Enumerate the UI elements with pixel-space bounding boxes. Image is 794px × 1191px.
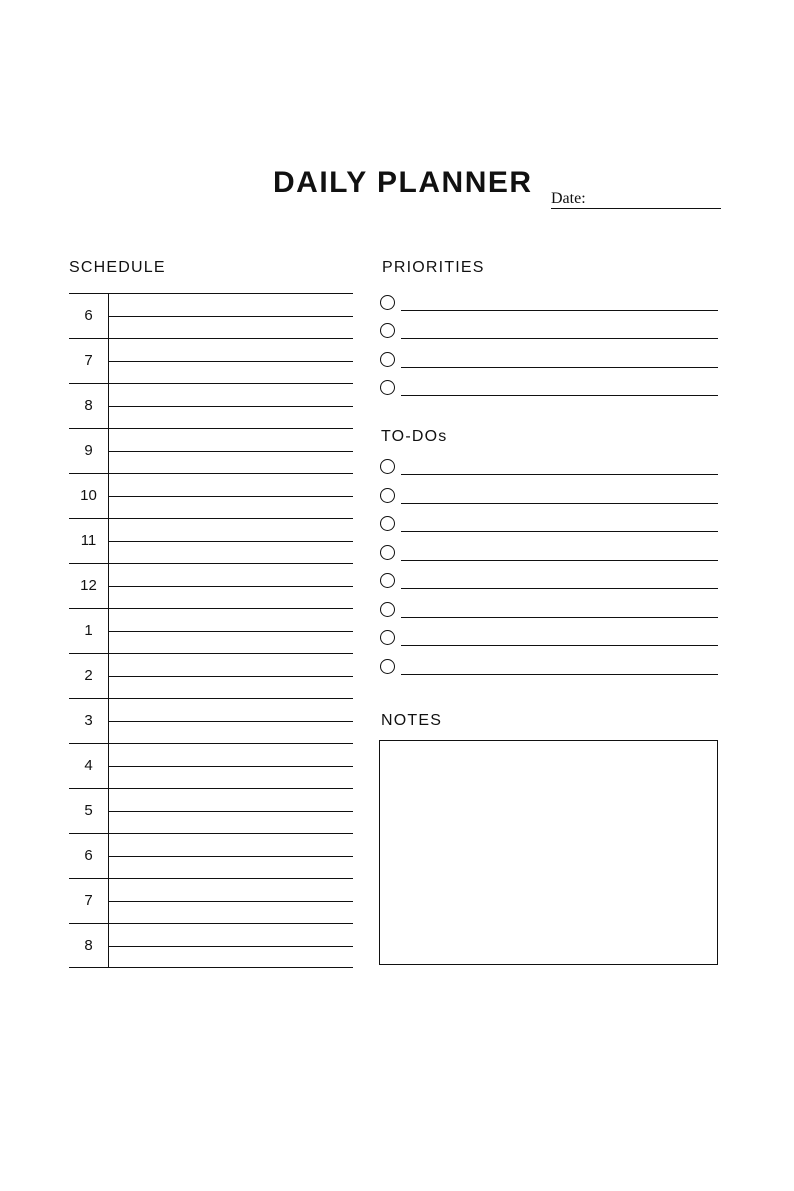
hour-label: 7	[84, 892, 93, 909]
priority-line[interactable]	[401, 395, 718, 396]
todo-item[interactable]	[380, 458, 718, 478]
hour-label: 8	[84, 397, 93, 414]
hour-label: 4	[84, 757, 93, 774]
todo-line[interactable]	[401, 617, 718, 618]
schedule-row[interactable]	[69, 608, 353, 653]
half-hour-line	[109, 856, 353, 857]
circle-icon[interactable]	[380, 459, 395, 474]
circle-icon[interactable]	[380, 380, 395, 395]
circle-icon[interactable]	[380, 630, 395, 645]
todo-item[interactable]	[380, 601, 718, 621]
hour-label: 2	[84, 667, 93, 684]
priority-item[interactable]	[380, 322, 718, 342]
schedule-row[interactable]	[69, 338, 353, 383]
half-hour-line	[109, 451, 353, 452]
half-hour-line	[109, 631, 353, 632]
schedule-row[interactable]	[69, 743, 353, 788]
half-hour-line	[109, 676, 353, 677]
circle-icon[interactable]	[380, 323, 395, 338]
circle-icon[interactable]	[380, 573, 395, 588]
hour-label: 1	[84, 622, 93, 639]
hour-label: 7	[84, 352, 93, 369]
todo-item[interactable]	[380, 572, 718, 592]
hour-label: 12	[80, 577, 97, 594]
priority-item[interactable]	[380, 379, 718, 399]
schedule-row[interactable]	[69, 293, 353, 338]
todos-label: TO-DOs	[381, 428, 448, 445]
notes-label: NOTES	[381, 712, 443, 729]
priority-line[interactable]	[401, 310, 718, 311]
circle-icon[interactable]	[380, 602, 395, 617]
half-hour-line	[109, 586, 353, 587]
hour-label: 11	[80, 532, 97, 549]
todo-item[interactable]	[380, 515, 718, 535]
half-hour-line	[109, 541, 353, 542]
circle-icon[interactable]	[380, 659, 395, 674]
schedule-row[interactable]	[69, 788, 353, 833]
schedule-row[interactable]	[69, 833, 353, 878]
circle-icon[interactable]	[380, 488, 395, 503]
schedule-row[interactable]	[69, 563, 353, 608]
hour-label: 8	[84, 937, 93, 954]
todo-line[interactable]	[401, 503, 718, 504]
half-hour-line	[109, 721, 353, 722]
todo-item[interactable]	[380, 658, 718, 678]
priority-item[interactable]	[380, 294, 718, 314]
schedule-row[interactable]	[69, 518, 353, 563]
schedule-label: SCHEDULE	[69, 259, 166, 276]
circle-icon[interactable]	[380, 352, 395, 367]
schedule-row[interactable]	[69, 653, 353, 698]
schedule-row[interactable]	[69, 383, 353, 428]
half-hour-line	[109, 316, 353, 317]
half-hour-line	[109, 811, 353, 812]
todo-line[interactable]	[401, 560, 718, 561]
notes-box[interactable]	[379, 740, 718, 965]
todo-line[interactable]	[401, 531, 718, 532]
circle-icon[interactable]	[380, 516, 395, 531]
todo-item[interactable]	[380, 487, 718, 507]
date-label: Date:	[551, 190, 586, 207]
todo-line[interactable]	[401, 588, 718, 589]
hour-label: 6	[84, 307, 93, 324]
hour-label: 5	[84, 802, 93, 819]
schedule-row[interactable]	[69, 698, 353, 743]
page-title: DAILY PLANNER	[273, 166, 533, 199]
priorities-label: PRIORITIES	[382, 259, 485, 276]
todo-line[interactable]	[401, 474, 718, 475]
schedule-row[interactable]	[69, 878, 353, 923]
hour-label: 9	[84, 442, 93, 459]
circle-icon[interactable]	[380, 295, 395, 310]
hour-label: 10	[80, 487, 97, 504]
date-field[interactable]	[551, 208, 721, 209]
hour-label: 6	[84, 847, 93, 864]
schedule-row[interactable]	[69, 923, 353, 968]
todo-line[interactable]	[401, 674, 718, 675]
half-hour-line	[109, 406, 353, 407]
priority-line[interactable]	[401, 338, 718, 339]
todo-item[interactable]	[380, 629, 718, 649]
priority-item[interactable]	[380, 351, 718, 371]
half-hour-line	[109, 496, 353, 497]
half-hour-line	[109, 946, 353, 947]
schedule-row[interactable]	[69, 473, 353, 518]
todo-line[interactable]	[401, 645, 718, 646]
priority-line[interactable]	[401, 367, 718, 368]
circle-icon[interactable]	[380, 545, 395, 560]
schedule-row[interactable]	[69, 428, 353, 473]
half-hour-line	[109, 361, 353, 362]
half-hour-line	[109, 901, 353, 902]
half-hour-line	[109, 766, 353, 767]
hour-label: 3	[84, 712, 93, 729]
schedule-grid	[69, 293, 353, 967]
todo-item[interactable]	[380, 544, 718, 564]
